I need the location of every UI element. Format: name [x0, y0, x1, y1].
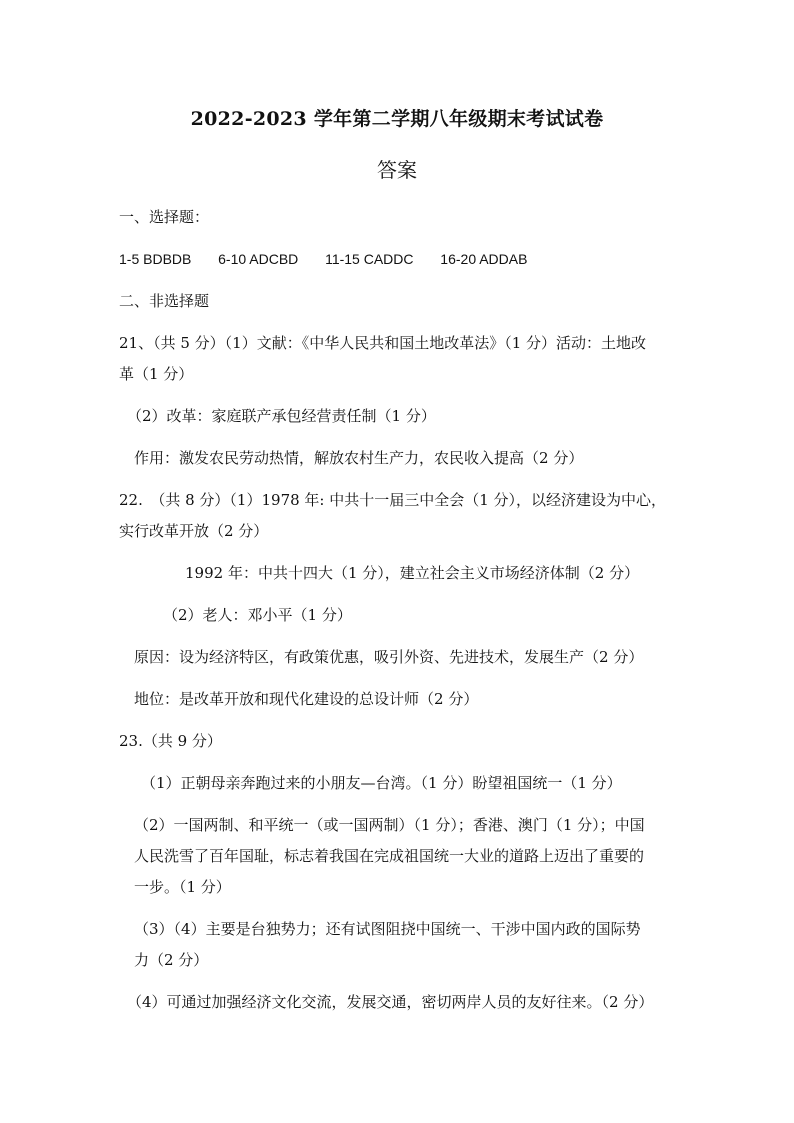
q23-line-3: （2）一国两制、和平统一（或一国两制）（1 分）；香港、澳门（1 分）；中国 [134, 816, 645, 834]
q22-line-6: 地位：是改革开放和现代化建设的总设计师（2 分） [134, 690, 479, 708]
section-heading-choice: 一、选择题： [119, 208, 210, 226]
q22-line-5: 原因：设为经济特区，有政策优惠，吸引外资、先进技术，发展生产（2 分） [134, 648, 644, 666]
q21-line-1: 21、（共 5 分）（1）文献：《中华人民共和国土地改革法》（1 分）活动：土地改 [119, 334, 647, 352]
q21-line-4: 作用：激发农民劳动热情，解放农村生产力，农民收入提高（2 分） [134, 449, 584, 467]
q23-line-7: 力（2 分） [134, 951, 209, 969]
choice-answer-group-4: 16-20 ADDAB [440, 251, 528, 267]
q22-line-4: （2）老人：邓小平（1 分） [163, 606, 352, 624]
q22-line-1: 22. （共 8 分）（1）1978 年: 中共十一届三中全会（1 分），以经济建设为中心， [119, 491, 667, 509]
choice-answer-group-2: 6-10 ADCBD [218, 251, 299, 267]
q21-line-3: （2）改革：家庭联产承包经营责任制（1 分） [127, 407, 436, 425]
q22-line-2: 实行改革开放（2 分） [119, 522, 269, 540]
choice-answer-group-1: 1-5 BDBDB [119, 251, 192, 267]
choice-answer-group-3: 11-15 CADDC [325, 251, 414, 267]
q23-line-6: （3）（4）主要是台独势力；还有试图阻挠中国统一、干涉中国内政的国际势 [134, 920, 641, 938]
q23-line-1: 23.（共 9 分） [119, 732, 222, 750]
q23-line-4: 人民洗雪了百年国耻，标志着我国在完成祖国统一大业的道路上迈出了重要的 [134, 847, 645, 865]
choice-answers-row [119, 249, 549, 269]
q21-line-2: 革（1 分） [119, 365, 194, 383]
answer-subtitle: 答案 [377, 158, 417, 182]
q23-line-2: （1）正朝母亲奔跑过来的小朋友—台湾。（1 分）盼望祖国统一（1 分） [141, 774, 622, 792]
q22-line-3: 1992 年：中共十四大（1 分），建立社会主义市场经济体制（2 分） [185, 564, 640, 582]
q23-line-8: （4）可通过加强经济文化交流，发展交通，密切两岸人员的友好往来。（2 分） [127, 993, 654, 1011]
section-heading-nonchoice: 二、非选择题 [119, 292, 210, 310]
q23-line-5: 一步。（1 分） [134, 878, 231, 896]
exam-title: 2022-2023 学年第二学期八年级期末考试试卷 [190, 108, 604, 130]
